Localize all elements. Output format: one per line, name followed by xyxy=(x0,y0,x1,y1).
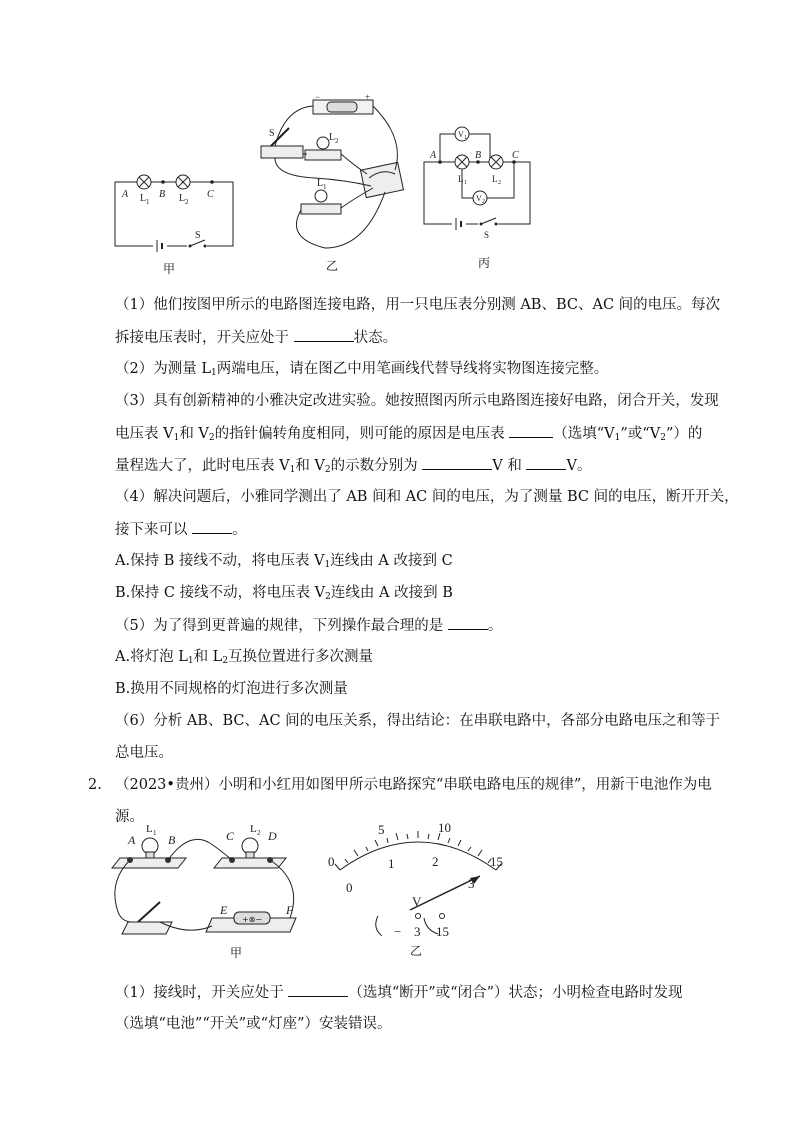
label-l1-sub: 1 xyxy=(153,829,157,837)
q2-figure-jia-caption: 甲 xyxy=(230,946,243,960)
q2-figure-jia-wiring xyxy=(108,822,308,962)
scale-top-15: 15 xyxy=(490,854,503,869)
label-l2-sub: 2 xyxy=(257,829,261,837)
label-v2-sub: 2 xyxy=(482,199,485,205)
q2-figure-yi-voltmeter xyxy=(318,818,518,958)
label-l1-sub: 1 xyxy=(323,183,327,191)
scale-bottom-2: 2 xyxy=(432,854,439,869)
q1-part2: （2）为测量 $L_1$两端电压，请在图乙中用笔画线代替导线将实物图连接完整。 xyxy=(115,361,609,378)
label-l1: L xyxy=(140,193,147,204)
q1-part5-option-a: A.将灯泡 $L_1$和 $L_2$互换位置进行多次测量 xyxy=(115,649,374,666)
label-l2-sub: 2 xyxy=(498,180,501,186)
label-v1-sub: 1 xyxy=(464,135,467,141)
scale-top-0: 0 xyxy=(328,854,335,869)
q1-part3-line3: 量程选大了，此时电压表 $V_1$和 $V_2$的示数分别为 V 和 V。 xyxy=(115,455,591,480)
q1-part4-line2: 接下来可以 。 xyxy=(115,519,247,540)
label-c: C xyxy=(226,829,235,843)
q1-part6-line2: 总电压。 xyxy=(115,745,173,761)
q1-part3-line2: 电压表 $V_1$和 $V_2$的指针偏转角度相同，则可能的原因是电压表 （选填“$V_1$”或“$V_2$”）的 xyxy=(115,423,702,448)
answer-blank[interactable] xyxy=(509,423,553,438)
label-l2: L xyxy=(492,174,498,184)
scale-bottom-1: 1 xyxy=(388,856,395,871)
label-s: S xyxy=(269,128,275,139)
q1-part3-line1: （3）具有创新精神的小雅决定改进实验。她按照图丙所示电路图连接好电路，闭合开关，发现 xyxy=(115,393,719,409)
label-s: S xyxy=(195,230,201,241)
q1-part4-option-b: B.保持 C 接线不动，将电压表 $V_2$连线由 A 改接到 B xyxy=(115,585,453,602)
label-d: D xyxy=(268,829,277,843)
answer-blank[interactable] xyxy=(288,982,348,997)
answer-blank[interactable] xyxy=(526,455,566,470)
figure-bing-caption: 丙 xyxy=(478,256,491,270)
q1-part1-line1: （1）他们按图甲所示的电路图连接电路，用一只电压表分别测 AB、BC、AC 间的电压。每次 xyxy=(115,297,721,313)
scale-top-5: 5 xyxy=(378,822,385,837)
label-e: E xyxy=(220,903,228,917)
label-l2: L xyxy=(329,132,336,143)
label-a: A xyxy=(430,150,437,161)
figure-yi-caption: 乙 xyxy=(326,259,339,273)
q2-stem-line2: 源。 xyxy=(115,809,144,825)
label-b: B xyxy=(475,150,482,161)
q2-part1-line2: （选填“电池”“开关”或“灯座”）安装错误。 xyxy=(115,1016,392,1032)
label-l1: L xyxy=(458,174,464,184)
q2-figure-yi-caption: 乙 xyxy=(410,944,423,958)
terminal-15: 15 xyxy=(436,924,449,939)
q1-part4-line1: （4）解决问题后，小雅同学测出了 AB 间和 AC 间的电压，为了测量 BC 间的电压，断开开关， xyxy=(115,489,739,505)
answer-blank[interactable] xyxy=(422,455,492,470)
terminal-3: 3 xyxy=(414,924,421,939)
q1-part6-line1: （6）分析 AB、BC、AC 间的电压关系，得出结论：在串联电路中，各部分电路电压之和等于 xyxy=(115,713,721,729)
answer-blank[interactable] xyxy=(448,615,488,630)
label-v2: V xyxy=(476,194,482,203)
label-b: B xyxy=(168,833,176,847)
label-s: S xyxy=(484,230,490,240)
label-l2-sub: 2 xyxy=(335,137,339,145)
label-v1: V xyxy=(458,130,464,139)
q1-part4-option-a: A.保持 B 接线不动，将电压表 $V_1$连线由 A 改接到 C xyxy=(115,553,453,570)
q2-stem-line1: （2023•贵州）小明和小红用如图甲所示电路探究“串联电路电压的规律”，用新干电池作为电 xyxy=(115,777,712,793)
label-l2-sub: 2 xyxy=(185,198,189,206)
figure-bing-circuit xyxy=(418,122,538,272)
answer-blank[interactable] xyxy=(192,519,232,534)
label-l1-sub: 1 xyxy=(464,180,467,186)
label-l1: L xyxy=(146,823,153,835)
figure-jia-caption: 甲 xyxy=(163,262,176,276)
scale-bottom-0: 0 xyxy=(346,880,353,895)
svg-text:+⊗−: +⊗− xyxy=(242,915,263,924)
q1-part1-line2: 拆接电压表时，开关应处于 状态。 xyxy=(115,327,397,348)
label-c: C xyxy=(207,189,214,200)
scale-bottom-3: 3 xyxy=(468,876,475,891)
label-l1: L xyxy=(317,178,324,189)
q1-part5: （5）为了得到更普遍的规律，下列操作最合理的是 。 xyxy=(115,615,502,636)
unit-v: V xyxy=(412,894,422,909)
label-c: C xyxy=(512,150,519,161)
label-f: F xyxy=(286,903,294,917)
terminal-minus: − xyxy=(394,924,402,939)
scale-top-10: 10 xyxy=(438,820,451,835)
label-b: B xyxy=(159,189,166,200)
figure-jia-circuit xyxy=(105,160,240,280)
q1-part5-option-b: B.换用不同规格的灯泡进行多次测量 xyxy=(115,681,348,697)
label-a: A xyxy=(122,189,129,200)
label-l2: L xyxy=(250,823,257,835)
battery-plus: + xyxy=(365,92,371,102)
label-l1-sub: 1 xyxy=(146,198,150,206)
label-a: A xyxy=(128,833,136,847)
question-number: 2. xyxy=(88,777,102,793)
q2-part1-line1: （1）接线时，开关应处于 （选填“断开”或“闭合”）状态；小明检查电路时发现 xyxy=(115,982,683,1003)
battery-minus: − xyxy=(315,92,321,102)
answer-blank[interactable] xyxy=(294,327,354,342)
label-l2: L xyxy=(179,193,186,204)
figure-yi-wiring xyxy=(255,88,415,273)
